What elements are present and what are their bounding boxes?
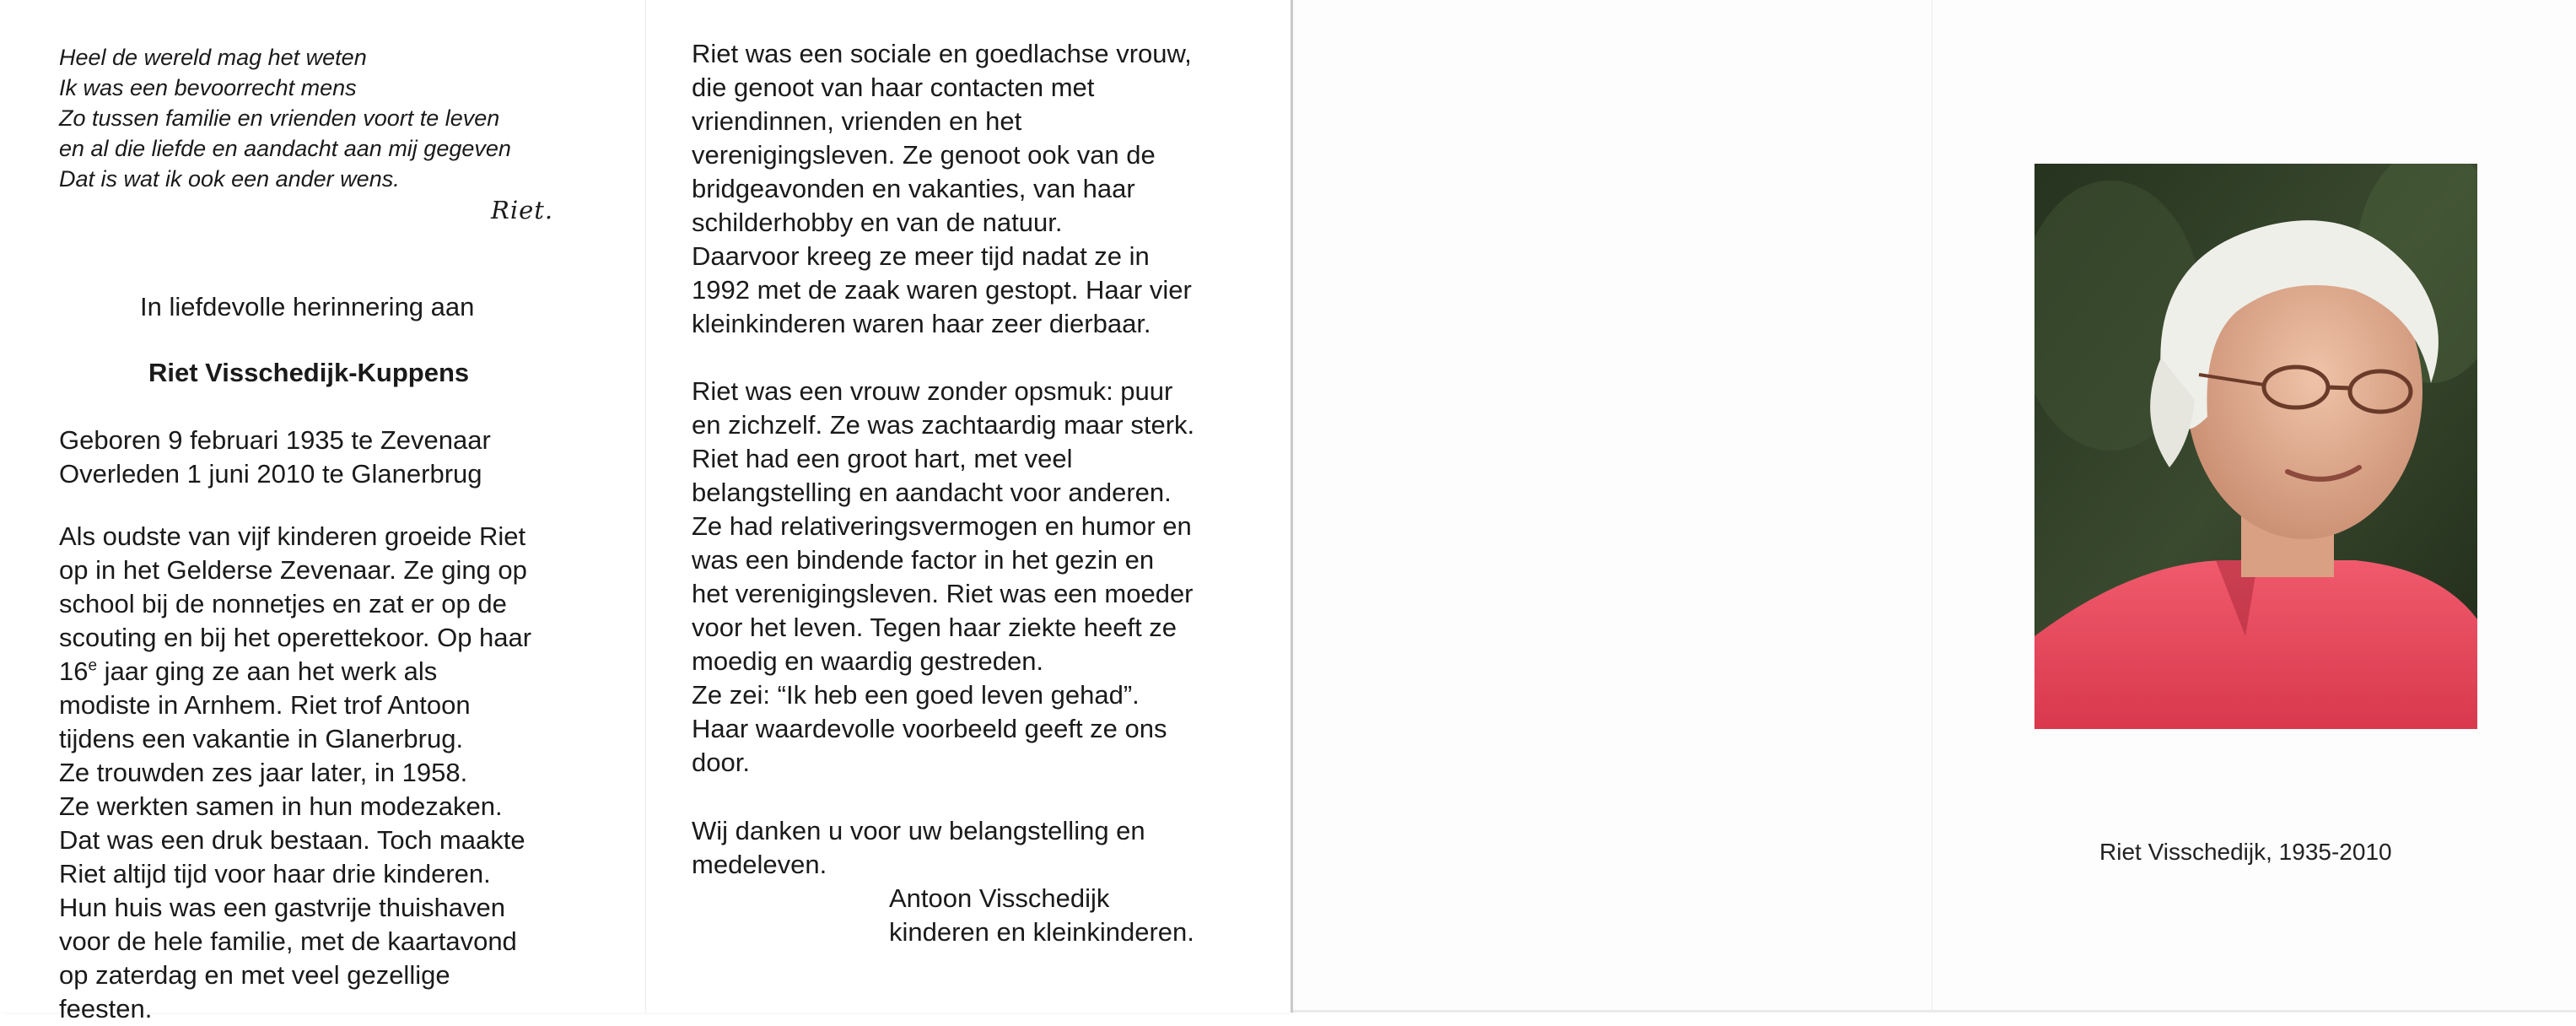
poem	[59, 42, 633, 194]
tribute-line: en zichzelf. Ze was zachtaardig maar sterk.	[692, 410, 1195, 440]
tribute-line: Ze had relativeringsvermogen en humor en	[692, 511, 1192, 541]
deceased-name: Riet Visschedijk-Kuppens	[148, 358, 470, 387]
poem-line: en al die liefde en aandacht aan mij gegeven	[59, 136, 511, 161]
tribute-line: belangstelling en aandacht voor anderen.	[692, 478, 1172, 507]
tribute-line: vriendinnen, vrienden en het	[692, 106, 1022, 136]
death-line: Overleden 1 juni 2010 te Glanerbrug	[59, 459, 482, 489]
tribute-line: Riet had een groot hart, met veel	[692, 444, 1073, 473]
tribute-line: Riet was een sociale en goedlachse vrouw,	[692, 39, 1192, 68]
biography	[59, 520, 531, 1026]
bio-line: scouting en bij het operettekoor. Op haar	[59, 623, 532, 652]
intro-text: In liefdevolle herinnering aan	[140, 292, 475, 321]
bio-line: Ze trouwden zes jaar later, in 1958.	[59, 758, 468, 787]
poem-signature: Riet.	[491, 196, 554, 224]
left-column	[59, 42, 633, 1023]
bio-line: feesten.	[59, 994, 153, 1023]
tribute-line: kleinkinderen waren haar zeer dierbaar.	[692, 309, 1151, 338]
bio-line: voor de hele familie, met de kaartavond	[59, 926, 517, 956]
birth-line: Geboren 9 februari 1935 te Zevenaar	[59, 425, 491, 455]
poem-line: Dat is wat ik ook een ander wens.	[59, 166, 400, 192]
tribute-line: verenigingsleven. Ze genoot ook van de	[692, 140, 1156, 170]
thanks-line: medeleven.	[692, 850, 827, 879]
tribute-line: voor het leven. Tegen haar ziekte heeft ze	[692, 613, 1178, 642]
tribute-line: moedig en waardig gestreden.	[692, 646, 1044, 676]
signoff-line: kinderen en kleinkinderen.	[889, 917, 1194, 947]
thanks-text	[692, 814, 1282, 882]
bio-age-rest: jaar ging ze aan het werk als	[97, 656, 438, 686]
tribute-paragraph	[692, 375, 1282, 780]
thanks-line: Wij danken u voor uw belangstelling en	[692, 816, 1145, 845]
portrait-illustration	[2034, 164, 2477, 729]
bio-line: Riet altijd tijd voor haar drie kinderen.	[59, 859, 491, 888]
tribute-line: bridgeavonden en vakanties, van haar	[692, 174, 1135, 203]
poem-line: Heel de wereld mag het weten	[59, 45, 367, 70]
tribute-line: die genoot van haar contacten met	[692, 73, 1095, 102]
middle-column	[692, 37, 1282, 949]
bio-age-suffix: e	[88, 656, 98, 675]
bio-age: 16	[59, 656, 89, 686]
bio-line: Hun huis was een gastvrije thuishaven	[59, 893, 506, 922]
tribute-line: was een bindende factor in het gezin en	[692, 545, 1155, 575]
bio-line: op in het Gelderse Zevenaar. Ze ging op	[59, 555, 527, 585]
signoff-line: Antoon Visschedijk	[889, 883, 1110, 913]
bio-line: tijdens een vakantie in Glanerbrug.	[59, 724, 464, 753]
family-signoff	[889, 882, 1282, 949]
tribute-line: Daarvoor kreeg ze meer tijd nadat ze in	[692, 241, 1150, 271]
bio-line: Ze werkten samen in hun modezaken.	[59, 791, 503, 821]
poem-line: Ik was een bevoorrecht mens	[59, 75, 357, 100]
tribute-line: Ze zei: “Ik heb een goed leven gehad”.	[692, 680, 1140, 710]
bio-line: Als oudste van vijf kinderen groeide Riet	[59, 521, 526, 551]
portrait-photo	[2034, 164, 2477, 729]
bio-line: school bij de nonnetjes en zat er op de	[59, 589, 507, 618]
bio-line: modiste in Arnhem. Riet trof Antoon	[59, 690, 471, 720]
tribute-paragraph	[692, 37, 1282, 341]
photo-caption: Riet Visschedijk, 1935-2010	[2099, 839, 2392, 865]
bio-line: op zaterdag en met veel gezellige	[59, 960, 450, 990]
bio-line: Dat was een druk bestaan. Toch maakte	[59, 825, 525, 855]
tribute-line: het verenigingsleven. Riet was een moeder	[692, 579, 1194, 608]
tribute-line: schilderhobby en van de natuur.	[692, 208, 1063, 237]
life-dates	[59, 424, 491, 491]
glasses-bridge	[2328, 387, 2350, 388]
tribute-line: 1992 met de zaak waren gestopt. Haar vier	[692, 275, 1192, 305]
bio-line	[59, 655, 531, 688]
card-fold	[645, 0, 646, 1012]
tribute-line: Riet was een vrouw zonder opsmuk: puur	[692, 376, 1173, 406]
tribute-line: Haar waardevolle voorbeeld geeft ze ons	[692, 714, 1167, 743]
poem-line: Zo tussen familie en vrienden voort te leven	[59, 105, 500, 131]
tribute-line: door.	[692, 748, 750, 777]
